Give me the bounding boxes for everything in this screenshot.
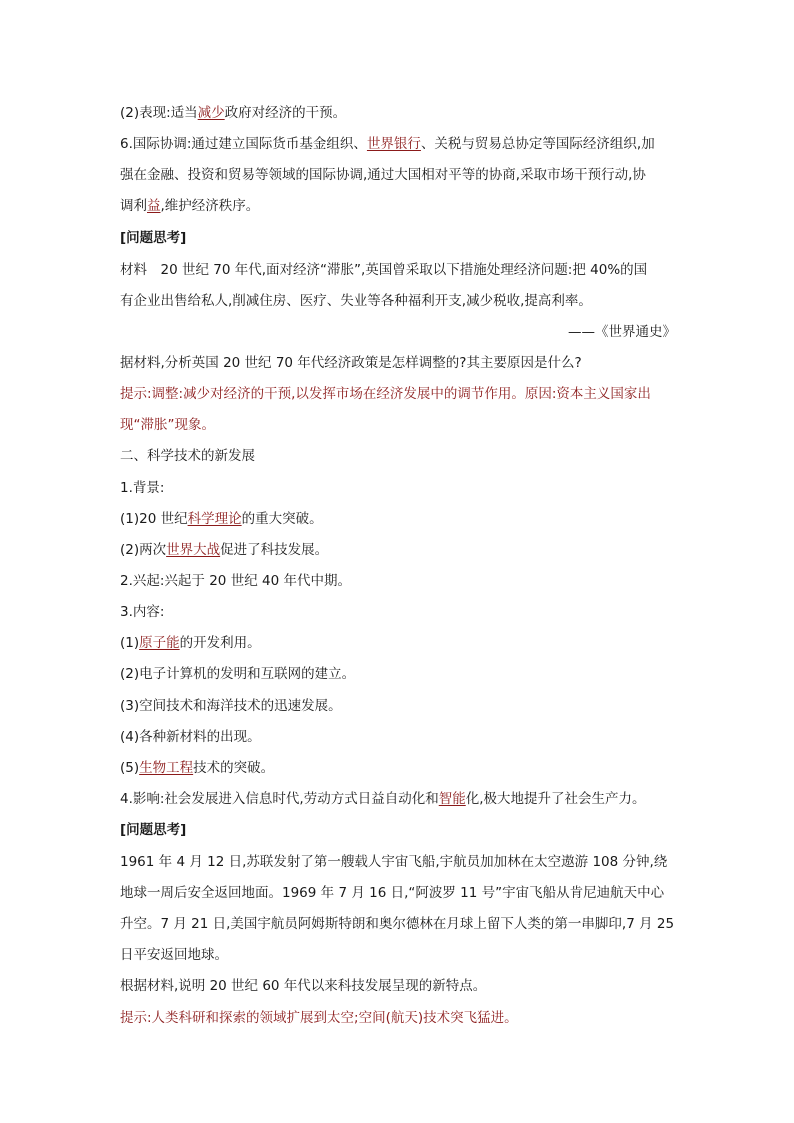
hint-text: 提示:调整:减少对经济的干预,以发挥市场在经济发展中的调节作用。原因:资本主义国家出 bbox=[120, 386, 651, 402]
underlined-term: 原子能 bbox=[139, 635, 180, 651]
text: 4.影响:社会发展进入信息时代,劳动方式日益自动化和 bbox=[120, 791, 439, 807]
text-line bbox=[120, 633, 680, 653]
text: (2)表现:适当 bbox=[120, 105, 198, 121]
text: 政府对经济的干预。 bbox=[224, 105, 347, 121]
text: 化,极大地提升了社会生产力。 bbox=[465, 791, 646, 807]
text-line: 1.背景: bbox=[120, 480, 165, 496]
section-title: 二、科学技术的新发展 bbox=[120, 448, 255, 464]
text: (1)20 世纪 bbox=[120, 511, 188, 527]
text-line: (3)空间技术和海洋技术的迅速发展。 bbox=[120, 698, 342, 714]
text-line bbox=[120, 789, 680, 809]
text-line: 地球一周后安全返回地面。1969 年 7 月 16 日,“阿波罗 11 号”宇宙飞船从肯尼迪航天中心 bbox=[120, 885, 665, 901]
text: 的开发利用。 bbox=[179, 635, 261, 651]
text-line bbox=[120, 134, 680, 154]
question-text: 根据材料,说明 20 世纪 60 年代以来科技发展呈现的新特点。 bbox=[120, 978, 487, 994]
section-heading: [问题思考] bbox=[120, 822, 187, 838]
text-line: 强在金融、投资和贸易等领域的国际协调,通过大国相对平等的协商,采取市场干预行动,协 bbox=[120, 167, 646, 183]
text: 、关税与贸易总协定等国际经济组织,加 bbox=[420, 136, 655, 152]
underlined-term: 减少 bbox=[197, 105, 225, 121]
text: 的重大突破。 bbox=[241, 511, 323, 527]
underlined-term: 益 bbox=[147, 198, 161, 214]
text-line: 日平安返回地球。 bbox=[120, 947, 228, 963]
text: (2)两次 bbox=[120, 542, 167, 558]
text-line: 有企业出售给私人,削减住房、医疗、失业等各种福利开支,减少税收,提高利率。 bbox=[120, 293, 592, 309]
text-line: (2)电子计算机的发明和互联网的建立。 bbox=[120, 666, 356, 682]
underlined-term: 世界大战 bbox=[166, 542, 221, 558]
underlined-term: 智能 bbox=[438, 791, 466, 807]
text: 6.国际协调:通过建立国际货币基金组织、 bbox=[120, 136, 367, 152]
text-line: 2.兴起:兴起于 20 世纪 40 年代中期。 bbox=[120, 573, 351, 589]
text: 促进了科技发展。 bbox=[220, 542, 329, 558]
text-line: 升空。7 月 21 日,美国宇航员阿姆斯特朗和奥尔德林在月球上留下人类的第一串脚印,7 月 25 bbox=[120, 916, 675, 932]
text-line bbox=[120, 196, 680, 216]
question-text: 据材料,分析英国 20 世纪 70 年代经济政策是怎样调整的?其主要原因是什么? bbox=[120, 355, 582, 371]
source-citation: ——《世界通史》 bbox=[568, 324, 676, 340]
underlined-term: 世界银行 bbox=[366, 136, 421, 152]
text: (5) bbox=[120, 760, 140, 776]
text-line: 1961 年 4 月 12 日,苏联发射了第一艘载人宇宙飞船,宇航员加加林在太空遨游 108 分钟,绕 bbox=[120, 854, 668, 870]
text-line bbox=[120, 758, 680, 778]
text-line bbox=[120, 103, 680, 123]
text: (1) bbox=[120, 635, 140, 651]
text: ,维护经济秩序。 bbox=[160, 198, 260, 214]
text-line bbox=[120, 540, 680, 560]
hint-text: 提示:人类科研和探索的领域扩展到太空;空间(航天)技术突飞猛进。 bbox=[120, 1010, 518, 1026]
text-line: 材料 20 世纪 70 年代,面对经济“滞胀”,英国曾采取以下措施处理经济问题:把 40%的国 bbox=[120, 262, 648, 278]
underlined-term: 科学理论 bbox=[187, 511, 242, 527]
section-heading: [问题思考] bbox=[120, 230, 187, 246]
text-line bbox=[120, 509, 680, 529]
text: 调利 bbox=[120, 198, 147, 214]
underlined-term: 生物工程 bbox=[139, 760, 194, 776]
text-line: (4)各种新材料的出现。 bbox=[120, 729, 261, 745]
hint-text: 现“滞胀”现象。 bbox=[120, 417, 215, 433]
text: 技术的突破。 bbox=[193, 760, 275, 776]
text-line: 3.内容: bbox=[120, 604, 165, 620]
